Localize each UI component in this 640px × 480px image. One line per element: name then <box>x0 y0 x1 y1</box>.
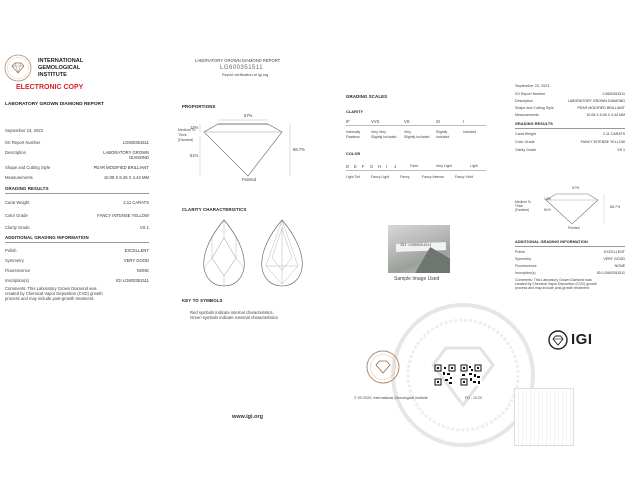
igi-logo-text: IGI <box>571 331 593 348</box>
right-comments-line-1: Comments: This Laboratory Grown Diamond was <box>515 278 592 282</box>
igi-logo-icon <box>548 330 568 350</box>
color-letter-d: D <box>346 164 350 169</box>
institute-name-line-3: INSTITUTE <box>38 72 67 78</box>
clarity-plot-bottom-icon <box>258 218 306 288</box>
sample-inscription-text: IGI LG600351511 <box>400 244 432 248</box>
color-word-light-tint: Light Tint <box>346 175 361 179</box>
color-word-fancy: Fancy <box>400 175 410 179</box>
right-grading-results-title: GRADING RESULTS <box>515 122 553 126</box>
culet-label: Pointed <box>242 177 257 182</box>
right-crown-percent: 14% <box>544 197 551 201</box>
clarity-sub-vs-1: Very <box>404 130 412 134</box>
right-panel: September 23, 2023 IGI Report Number LG600351511 Description LABORATORY GROWN DIAMOND Shape and Cutting Style PEAR MODIFIED BRILLIANT Measurements 10.08 X 6.46 X 4.44 MM GRADING RESULTS Carat Weight 2.11 CARATS Color Grade FANCY INTENSE YELLOW Clarity Grade VS 1 57% 14% 51% 68.7% Medium To Thick (Faceted) Pointed ADDITIONAL GRADING INFORMATION Polish EXCELLENT Symmetry VERY GOOD Fluorescence NONE Inscription(s) IGI LG600351511 Comments: This Laboratory Grown Diamond was created by Chemical Vapor Deposition (CVD) growth process and may include post-growth treatment. IGI <box>510 80 635 460</box>
grading-scales-panel <box>338 50 498 430</box>
right-date: September 23, 2023 <box>515 84 550 88</box>
report-title: LABORATORY GROWN DIAMOND REPORT <box>5 102 104 107</box>
left-panel: INTERNATIONAL GEMOLOGICAL INSTITUTE ELECTRONIC COPY LABORATORY GROWN DIAMOND REPORT September 23, 2023 IGI Report Number LG600351511 Description LABORATORY GROWN DIAMOND Shape and Cutting Style PEAR MODIFIED BRILLIANT Measurements 10.08 X 6.46 X 4.44 MM GRADING RESULTS Carat Weight 2.11 CARATS Color Grade FANCY INTENSE YELLOW Clarity Grade VS 1 ADDITIONAL GRADING INFORMATION Polish EXCELLENT Symmetry VERY GOOD Fluorescence NONE Inscription(s) IGI LG600351511 Comments: This Laboratory Grown Diamond was created by Chemical Vapor Deposition (CVD) growth process and may include post-growth treatment. <box>0 50 160 300</box>
middle-panel <box>170 50 330 430</box>
right-comments-line-3: process and may include post-growth treatment. <box>515 286 590 290</box>
color-letter-j: J <box>394 164 397 169</box>
form-code: FD - 10.20 <box>465 396 482 400</box>
clarity-sub-vvs-2: Slightly Included <box>371 135 397 139</box>
color-word-fancy-intense: Fancy Intense <box>422 175 444 179</box>
clarity-grade-si: SI <box>436 119 440 124</box>
clarity-grade-vs: VS <box>404 119 410 124</box>
color-letter-e: E <box>354 164 357 169</box>
clarity-sub-i: Included <box>463 130 477 134</box>
footer-url: www.igi.org <box>232 414 263 420</box>
middle-header: LABORATORY GROWN DIAMOND REPORT <box>195 58 281 63</box>
comments-line-2: created by Chemical Vapor Deposition (CVD) growth <box>5 291 103 296</box>
color-light: Light <box>470 164 478 168</box>
middle-report-number: LG600351511 <box>220 65 264 71</box>
report-verification: Report verification at igi.org <box>222 73 269 77</box>
crown-percent: 14% <box>190 125 199 130</box>
igi-seal-icon <box>4 54 32 82</box>
clarity-grade-vvs: VVS <box>371 119 380 124</box>
sample-caption: Sample Image Used <box>394 276 440 282</box>
right-additional-title: ADDITIONAL GRADING INFORMATION <box>515 240 588 244</box>
girdle-label-2: Thick <box>178 133 187 137</box>
right-pavilion-percent: 51% <box>544 208 551 212</box>
clarity-grade-if: IF <box>346 119 350 124</box>
color-word-fancy-vivid: Fancy Vivid <box>455 175 474 179</box>
depth-percent: 68.7% <box>293 147 305 152</box>
certificate-seal-icon <box>366 350 400 384</box>
color-letter-h: H <box>378 164 382 169</box>
color-letter-g: G <box>370 164 374 169</box>
institute-name-line-1: INTERNATIONAL <box>38 58 84 64</box>
qr-code-secondary-icon <box>434 364 456 386</box>
color-letter-f: F <box>362 164 365 169</box>
right-culet-label: Pointed <box>568 226 580 230</box>
key-line-1: Red symbols indicate internal characteristics. <box>190 310 274 315</box>
electronic-copy-label: ELECTRONIC COPY <box>16 84 84 91</box>
clarity-sub-si-1: Slightly <box>436 130 448 134</box>
right-girdle-label-3: (Faceted) <box>515 208 530 212</box>
qr-code-icon <box>460 364 482 386</box>
clarity-sub-if-2: Flawless <box>346 135 360 139</box>
girdle-label-1: Medium To <box>178 128 196 132</box>
right-girdle-label-1: Medium To <box>515 200 532 204</box>
comments-line-3: process and may include post-growth treatment. <box>5 296 95 301</box>
clarity-sub-vs-2: Slightly Included <box>404 135 430 139</box>
clarity-grade-i: I <box>463 119 465 124</box>
fine-print-strip <box>514 388 574 446</box>
right-comments-line-2: created by Chemical Vapor Deposition (CVD) growth <box>515 282 597 286</box>
proportions-title: PROPORTIONS <box>182 104 216 109</box>
grading-scales-title: GRADING SCALES <box>346 94 388 99</box>
color-letter-i: I <box>386 164 388 169</box>
pavilion-percent: 51% <box>190 153 199 158</box>
copyright: © IGI 2020, International Gemological Institute <box>354 396 428 400</box>
color-very-light: Very Light <box>436 164 452 168</box>
additional-title: ADDITIONAL GRADING INFORMATION <box>5 235 89 240</box>
comments-line-1: Comments: This Laboratory Grown Diamond was <box>5 286 97 291</box>
grading-results-title: GRADING RESULTS <box>5 186 49 191</box>
key-title: KEY TO SYMBOLS <box>182 298 223 303</box>
clarity-plot-top-icon <box>200 218 248 288</box>
color-scale-label: COLOR <box>346 152 361 156</box>
color-word-fancy-light: Fancy Light <box>371 175 390 179</box>
institute-name-line-2: GEMOLOGICAL <box>38 65 81 71</box>
report-date: September 23, 2023 <box>5 128 43 133</box>
clarity-title: CLARITY CHARACTERISTICS <box>182 207 247 212</box>
girdle-label-3: (Faceted) <box>178 138 194 142</box>
right-depth-percent: 68.7% <box>610 205 621 209</box>
right-girdle-label-2: Thick <box>515 204 523 208</box>
key-line-2: Green symbols indicate external characteristics. <box>190 315 279 320</box>
sample-inscription-image <box>388 225 450 273</box>
table-percent: 57% <box>244 113 253 118</box>
right-table-percent: 57% <box>572 186 580 190</box>
clarity-sub-if-1: Internally <box>346 130 361 134</box>
clarity-scale-label: CLARITY <box>346 110 364 114</box>
clarity-sub-vvs-1: Very Very <box>371 130 386 134</box>
clarity-sub-si-2: Included <box>436 135 450 139</box>
color-faint: Faint <box>410 164 418 168</box>
